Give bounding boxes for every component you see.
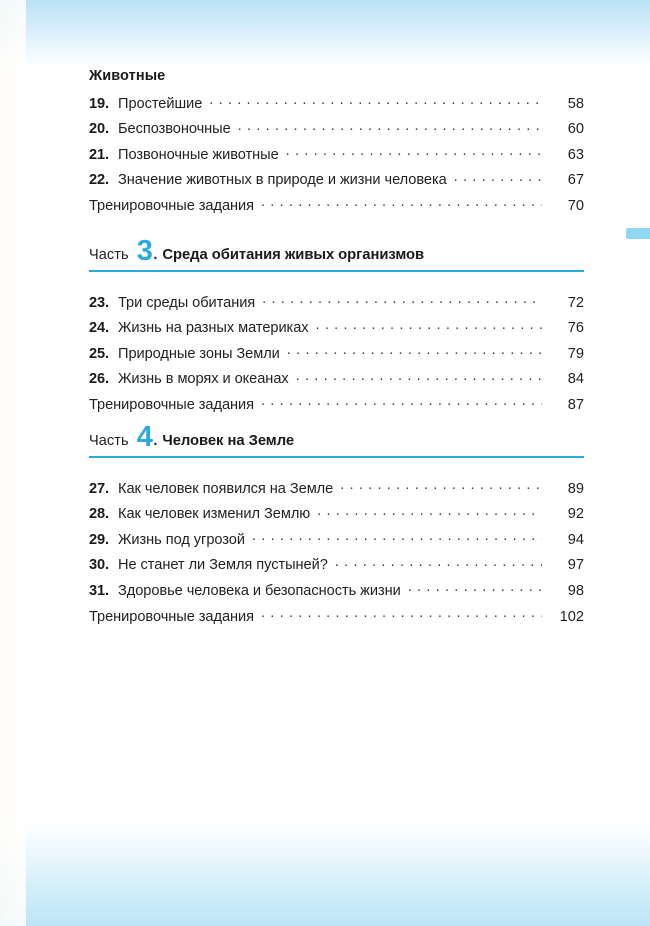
toc-entry-row[interactable] [89, 119, 584, 137]
toc-entry-title: Природные зоны Земли [118, 345, 280, 362]
toc-entry-title: Тренировочные задания [89, 608, 254, 625]
toc-entry-page-number: 60 [567, 121, 584, 138]
part-divider-rule [89, 270, 584, 272]
toc-entry-number: 21. [89, 146, 109, 163]
toc-entry-number: 27. [89, 480, 109, 497]
toc-entry-page-number: 70 [567, 197, 584, 214]
toc-entry-page-number: 72 [567, 294, 584, 311]
left-edge-shade [0, 0, 26, 926]
toc-entry-page-number: 92 [567, 506, 584, 523]
toc-dot-leader [261, 195, 542, 210]
toc-entry-number: 20. [89, 121, 109, 138]
part-number: 4 [136, 421, 153, 454]
toc-entry-row[interactable] [89, 478, 584, 496]
toc-entry-page-number: 76 [567, 320, 584, 337]
toc-entry-number: 24. [89, 320, 109, 337]
toc-entry-row[interactable] [89, 606, 584, 624]
toc-entry-title: Жизнь под угрозой [118, 531, 245, 548]
toc-entry-page-number: 98 [567, 582, 584, 599]
toc-entry-row[interactable] [89, 195, 584, 213]
toc-entry-title: Жизнь на разных материках [118, 320, 309, 337]
toc-entry-row[interactable] [89, 318, 584, 336]
toc-entry-row[interactable] [89, 580, 584, 598]
toc-dot-leader [238, 119, 542, 134]
toc-entry-row[interactable] [89, 292, 584, 310]
toc-dot-leader [209, 93, 542, 108]
toc-entry-title: Значение животных в природе и жизни человека [118, 172, 447, 189]
toc-entry-number: 26. [89, 371, 109, 388]
toc-entry-page-number: 84 [567, 371, 584, 388]
toc-entry-page-number: 63 [567, 146, 584, 163]
part-heading [89, 235, 584, 272]
toc-entry-title: Беспозвоночные [118, 121, 231, 138]
toc-entry-number: 30. [89, 557, 109, 574]
toc-dot-leader [335, 555, 542, 570]
toc-dot-leader [296, 369, 542, 384]
toc-dot-leader [317, 504, 542, 519]
group-heading: Животные [89, 68, 166, 84]
toc-dot-leader [261, 606, 542, 621]
part-divider-rule [89, 456, 584, 458]
part-word-label: Часть [89, 433, 129, 449]
toc-entry-row[interactable] [89, 144, 584, 162]
toc-entry-number: 28. [89, 506, 109, 523]
toc-entry-number: 19. [89, 95, 109, 112]
toc-entry-row[interactable] [89, 394, 584, 412]
part-word-label: Часть [89, 247, 129, 263]
toc-entry-title: Как человек появился на Земле [118, 480, 334, 497]
toc-entry-title: Жизнь в морях и океанах [118, 371, 289, 388]
toc-dot-leader [286, 144, 542, 159]
toc-entry-row[interactable] [89, 369, 584, 387]
toc-entry-number: 23. [89, 294, 109, 311]
toc-entry-page-number: 79 [567, 345, 584, 362]
toc-entry-title: Позвоночные животные [118, 146, 279, 163]
part-number-period: . [153, 247, 158, 263]
toc-entry-title: Здоровье человека и безопасность жизни [118, 582, 401, 599]
part-number: 3 [136, 235, 153, 268]
toc-dot-leader [252, 529, 542, 544]
toc-dot-leader [287, 343, 542, 358]
toc-entry-page-number: 102 [559, 608, 584, 625]
toc-entry-row[interactable] [89, 343, 584, 361]
toc-entry-number: 29. [89, 531, 109, 548]
toc-entry-row[interactable] [89, 555, 584, 573]
toc-entry-row[interactable] [89, 504, 584, 522]
toc-entry-page-number: 89 [567, 480, 584, 497]
toc-entry-title: Простейшие [118, 95, 203, 112]
toc-entry-number: 25. [89, 345, 109, 362]
part-title: Человек на Земле [162, 433, 295, 449]
toc-dot-leader [261, 394, 542, 409]
toc-entry-title: Не станет ли Земля пустыней? [118, 557, 328, 574]
part-title: Среда обитания живых организмов [162, 247, 425, 263]
top-gradient-band [0, 0, 650, 72]
page-thumb-tab [626, 228, 650, 239]
toc-entry-number: 31. [89, 582, 109, 599]
toc-entry-page-number: 94 [567, 531, 584, 548]
toc-entry-row[interactable] [89, 93, 584, 111]
toc-entry-row[interactable] [89, 170, 584, 188]
toc-entry-number: 22. [89, 172, 109, 189]
toc-entry-page-number: 87 [567, 396, 584, 413]
toc-dot-leader [454, 170, 542, 185]
part-number-period: . [153, 433, 158, 449]
toc-entry-row[interactable] [89, 529, 584, 547]
toc-dot-leader [262, 292, 542, 307]
toc-entry-page-number: 97 [567, 557, 584, 574]
toc-entry-page-number: 58 [567, 95, 584, 112]
part-heading [89, 421, 584, 458]
toc-entry-title: Тренировочные задания [89, 396, 254, 413]
toc-entry-title: Три среды обитания [118, 294, 256, 311]
toc-entry-title: Как человек изменил Землю [118, 506, 311, 523]
toc-entry-page-number: 67 [567, 172, 584, 189]
bottom-gradient-band [0, 816, 650, 926]
toc-dot-leader [408, 580, 542, 595]
toc-entry-title: Тренировочные задания [89, 197, 254, 214]
toc-dot-leader [340, 478, 542, 493]
toc-dot-leader [316, 318, 542, 333]
